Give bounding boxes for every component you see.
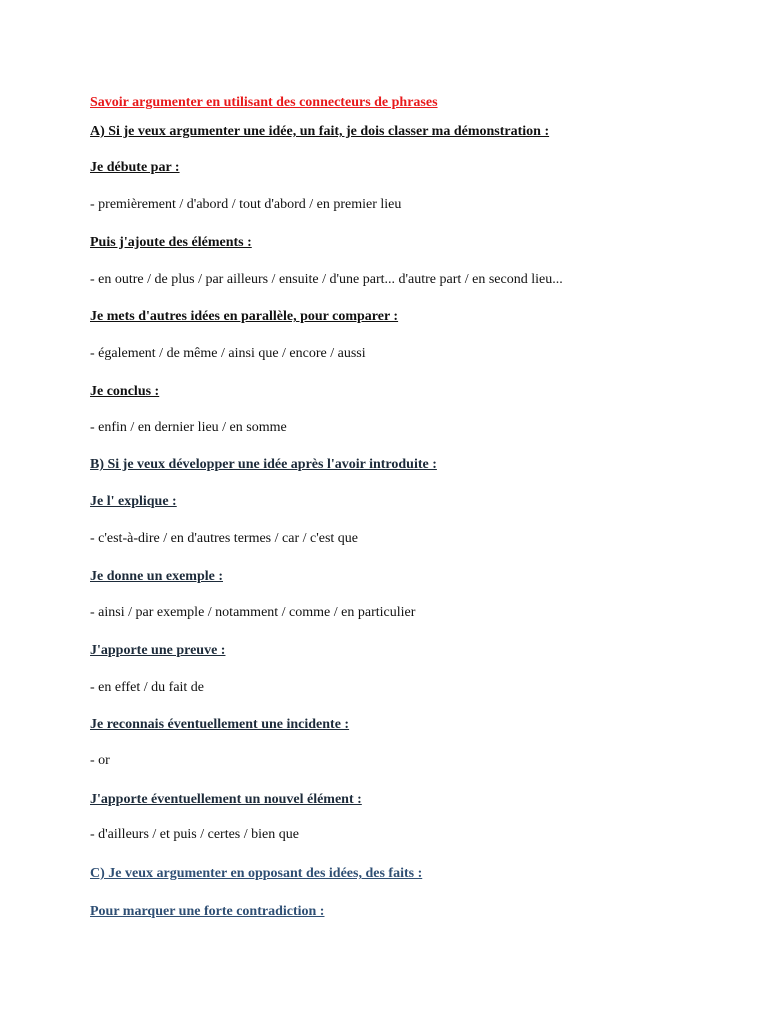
section-b-item-5-text: - d'ailleurs / et puis / certes / bien que [90, 827, 299, 842]
section-a-item-2-text: - en outre / de plus / par ailleurs / ensuite / d'une part... d'autre part / en second lieu... [90, 272, 563, 287]
section-a-item-4-text: - enfin / en dernier lieu / en somme [90, 420, 287, 435]
document-title: Savoir argumenter en utilisant des connecteurs de phrases [90, 95, 438, 110]
section-b-item-1-label: Je l' explique : [90, 494, 177, 509]
section-b-heading: B) Si je veux développer une idée après l'avoir introduite : [90, 457, 437, 472]
section-c-heading: C) Je veux argumenter en opposant des idées, des faits : [90, 866, 423, 881]
section-b-item-2-text: - ainsi / par exemple / notamment / comme / en particulier [90, 605, 416, 620]
section-a-item-3-label: Je mets d'autres idées en parallèle, pour comparer : [90, 309, 399, 324]
section-a-item-1-text: - premièrement / d'abord / tout d'abord / en premier lieu [90, 197, 402, 212]
section-a-item-4-label: Je conclus : [90, 384, 160, 399]
section-b-item-1-text: - c'est-à-dire / en d'autres termes / car / c'est que [90, 531, 358, 546]
section-a-item-2-label: Puis j'ajoute des éléments : [90, 235, 252, 250]
section-b-item-3-text: - en effet / du fait de [90, 680, 205, 695]
section-b-item-4-label: Je reconnais éventuellement une incidente : [90, 717, 350, 732]
section-b-item-5-label: J'apporte éventuellement un nouvel élément : [90, 792, 362, 807]
section-a-item-3-text: - également / de même / ainsi que / encore / aussi [90, 346, 366, 361]
section-b-item-3-label: J'apporte une preuve : [90, 643, 226, 658]
section-a-heading: A) Si je veux argumenter une idée, un fait, je dois classer ma démonstration : [90, 124, 550, 139]
section-c-item-1-label: Pour marquer une forte contradiction : [90, 904, 325, 919]
section-b-item-2-label: Je donne un exemple : [90, 569, 223, 584]
section-b-item-4-text: - or [90, 753, 110, 768]
section-a-item-1-label: Je débute par : [90, 160, 180, 175]
